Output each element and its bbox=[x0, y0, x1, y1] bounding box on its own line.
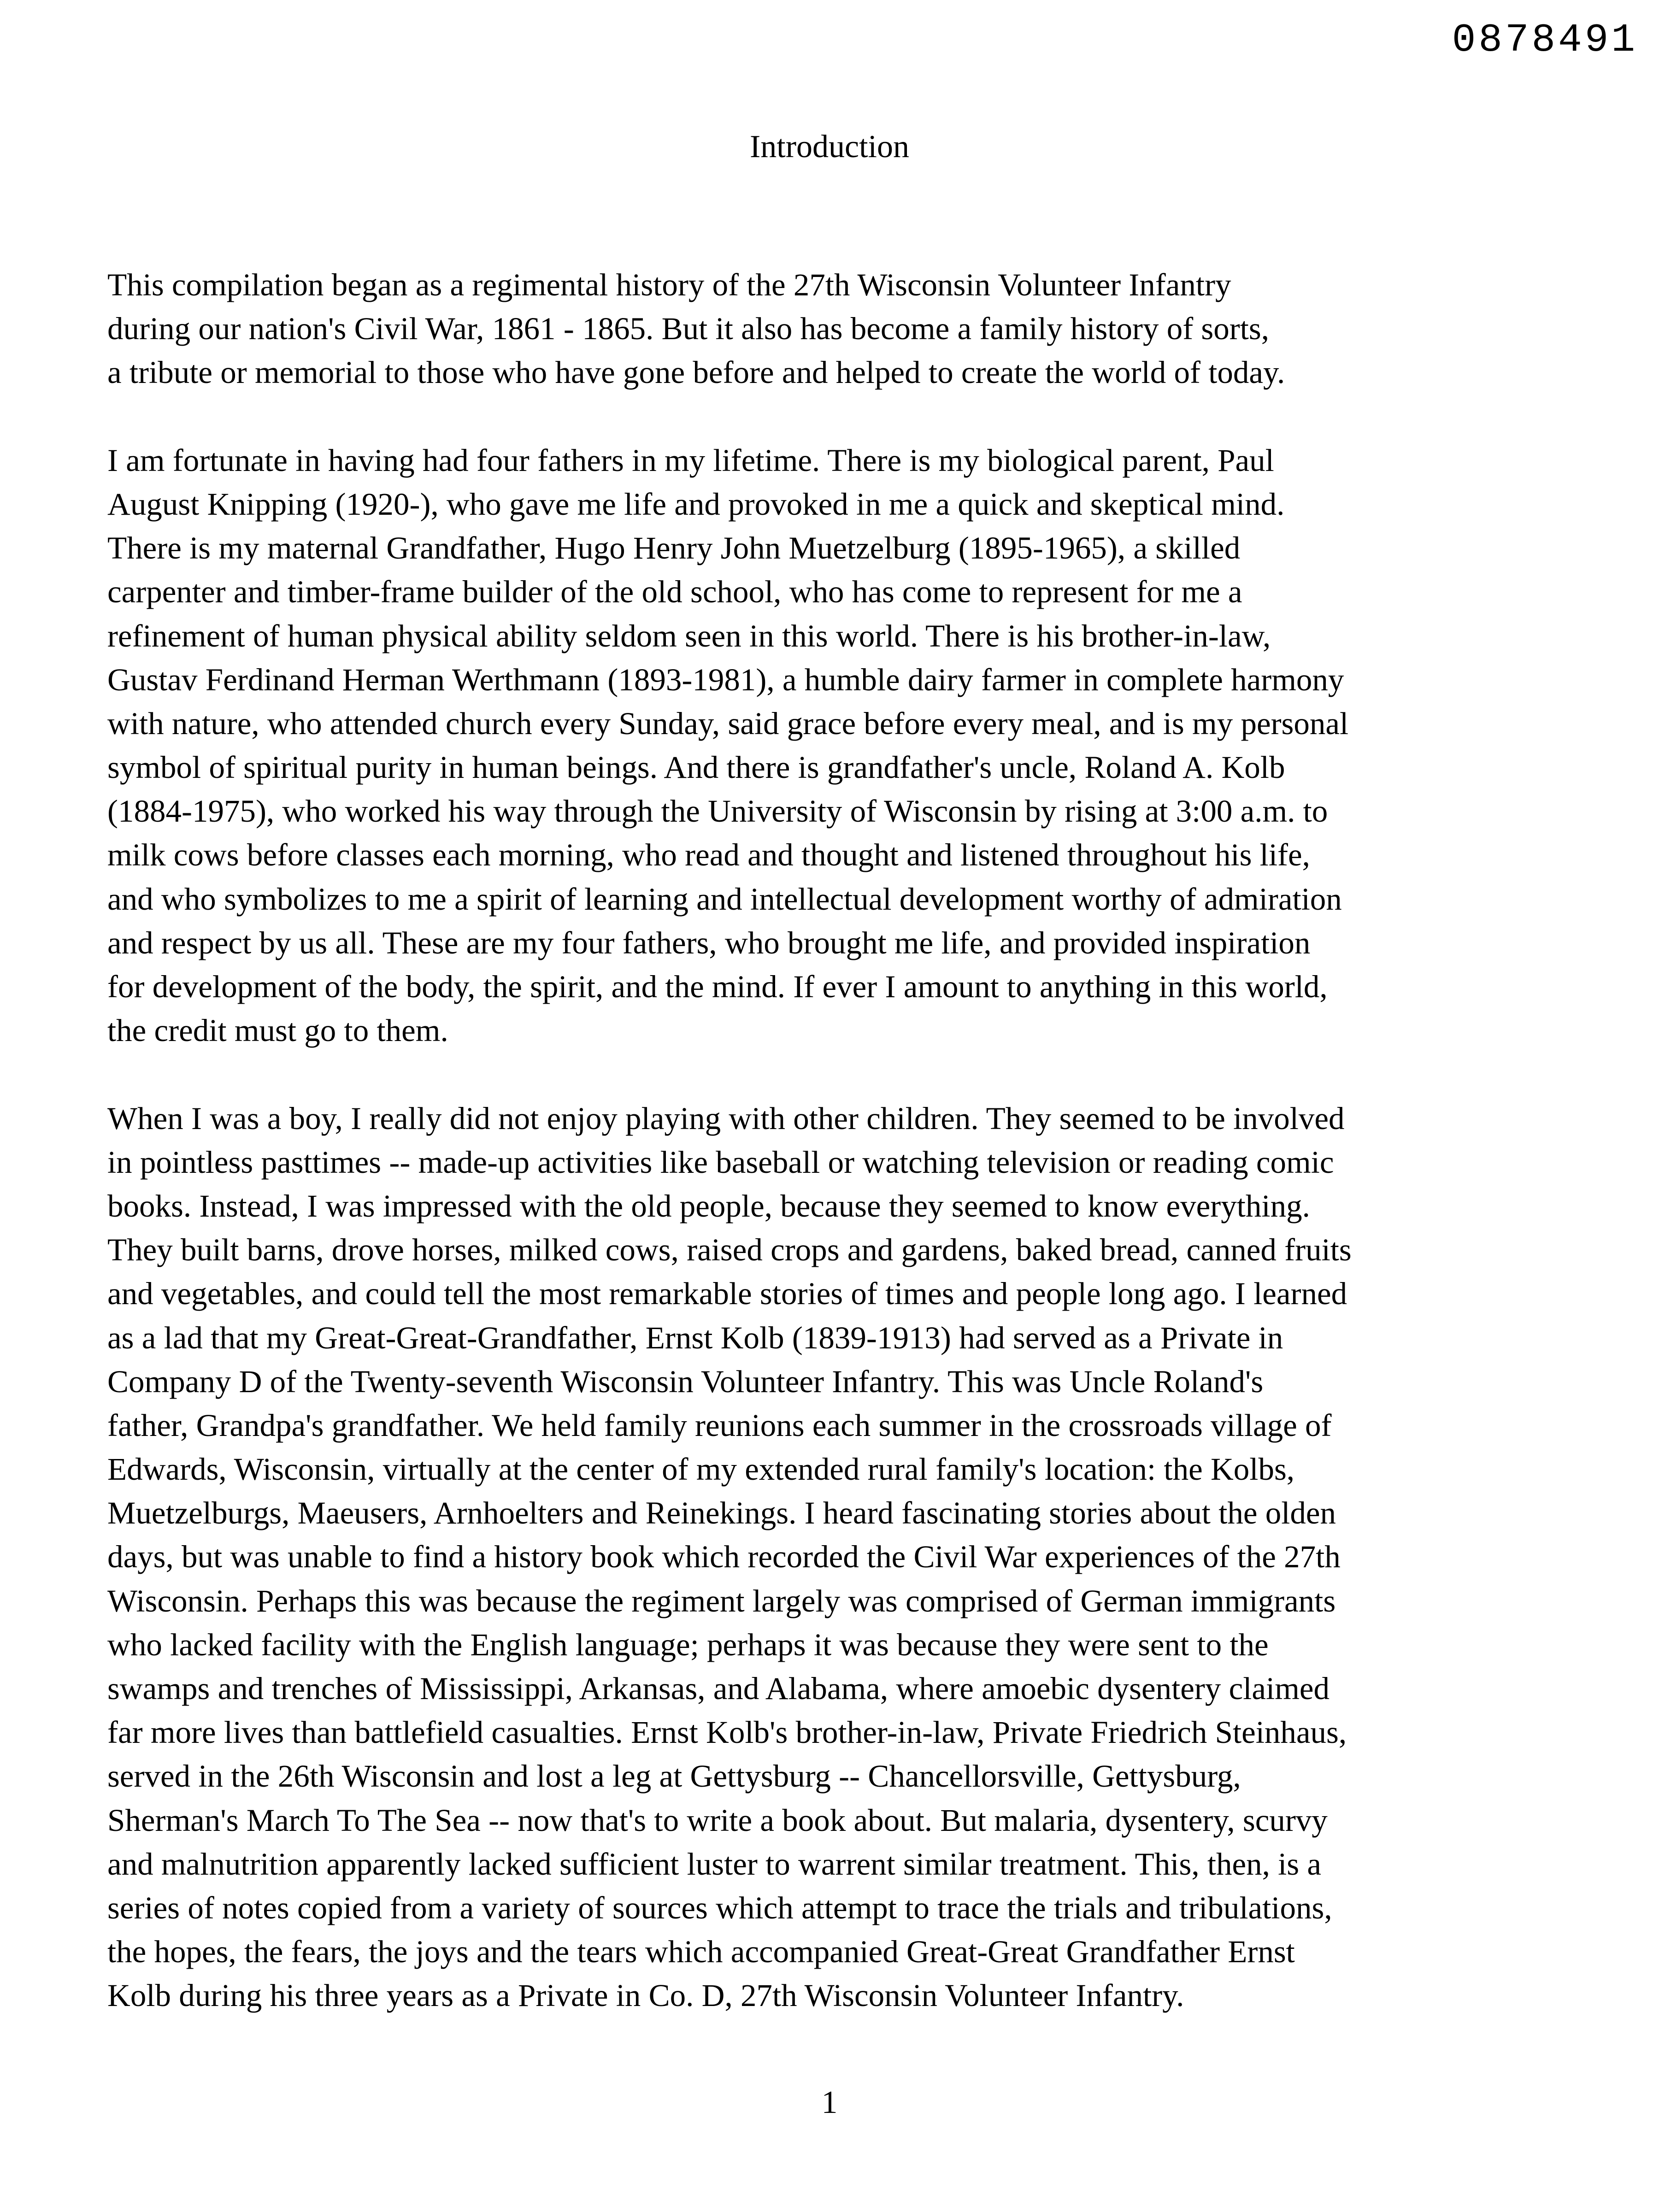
page-number: 1 bbox=[821, 2085, 838, 2120]
paragraph-line: They built barns, drove horses, milked cows, raised crops and gardens, baked bread, canned fruits bbox=[107, 1232, 1352, 1268]
paragraph-line: served in the 26th Wisconsin and lost a leg at Gettysburg -- Chancellorsville, Gettysburg, bbox=[107, 1759, 1241, 1794]
paragraph-line: during our nation's Civil War, 1861 - 1865. But it also has become a family history of sorts, bbox=[107, 311, 1270, 347]
paragraph-line: father, Grandpa's grandfather. We held family reunions each summer in the crossroads village of bbox=[107, 1407, 1332, 1443]
paragraph-line: Kolb during his three years as a Private in Co. D, 27th Wisconsin Volunteer Infantry. bbox=[107, 1978, 1184, 2013]
paragraph-line: There is my maternal Grandfather, Hugo Henry John Muetzelburg (1895-1965), a skilled bbox=[107, 530, 1241, 566]
paragraph-line: carpenter and timber-frame builder of the old school, who has come to represent for me a bbox=[107, 574, 1242, 610]
paragraph-gap bbox=[107, 1053, 1582, 1096]
paragraph-line: symbol of spiritual purity in human beings. And there is grandfather's uncle, Roland A. Kolb bbox=[107, 750, 1285, 785]
paragraph-3 bbox=[107, 1097, 1582, 2018]
paragraph-line: Wisconsin. Perhaps this was because the regiment largely was comprised of German immigrants bbox=[107, 1583, 1336, 1618]
paragraph-line: milk cows before classes each morning, who read and thought and listened throughout his life, bbox=[107, 837, 1310, 873]
paragraph-line: I am fortunate in having had four fathers in my lifetime. There is my biological parent, Paul bbox=[107, 442, 1274, 478]
paragraph-line: August Knipping (1920-), who gave me life and provoked in me a quick and skeptical mind. bbox=[107, 486, 1285, 522]
paragraph-line: books. Instead, I was impressed with the old people, because they seemed to know everything. bbox=[107, 1188, 1310, 1224]
paragraph-line: the hopes, the fears, the joys and the tears which accompanied Great-Great Grandfather Ernst bbox=[107, 1934, 1295, 1970]
paragraph-line: swamps and trenches of Mississippi, Arkansas, and Alabama, where amoebic dysentery claimed bbox=[107, 1671, 1330, 1706]
paragraph-line: Gustav Ferdinand Herman Werthmann (1893-1981), a humble dairy farmer in complete harmony bbox=[107, 662, 1344, 697]
paragraph-gap bbox=[107, 395, 1582, 439]
paragraph-line: Edwards, Wisconsin, virtually at the center of my extended rural family's location: the Kolbs, bbox=[107, 1452, 1295, 1487]
paragraph-line: far more lives than battlefield casualties. Ernst Kolb's brother-in-law, Private Friedrich Steinhaus, bbox=[107, 1715, 1347, 1750]
paragraph-line: series of notes copied from a variety of sources which attempt to trace the trials and tribulations, bbox=[107, 1890, 1332, 1925]
page-title: Introduction bbox=[749, 129, 910, 165]
paragraph-line: days, but was unable to find a history book which recorded the Civil War experiences of the 27th bbox=[107, 1539, 1341, 1575]
paragraph-line: This compilation began as a regimental history of the 27th Wisconsin Volunteer Infantry bbox=[107, 267, 1231, 302]
paragraph-line: and who symbolizes to me a spirit of learning and intellectual development worthy of admiration bbox=[107, 881, 1342, 917]
paragraph-line: and malnutrition apparently lacked sufficient luster to warrent similar treatment. This, then, is a bbox=[107, 1846, 1322, 1882]
paragraph-line: with nature, who attended church every Sunday, said grace before every meal, and is my personal bbox=[107, 706, 1349, 741]
paragraph-line: and vegetables, and could tell the most remarkable stories of times and people long ago. I learned bbox=[107, 1276, 1347, 1312]
paragraph-line: Sherman's March To The Sea -- now that's to write a book about. But malaria, dysentery, scurvy bbox=[107, 1802, 1328, 1838]
paragraph-line: a tribute or memorial to those who have gone before and helped to create the world of today. bbox=[107, 355, 1285, 390]
paragraph-line: and respect by us all. These are my four fathers, who brought me life, and provided inspiration bbox=[107, 925, 1311, 960]
paragraph-line: in pointless pasttimes -- made-up activities like baseball or watching television or reading comic bbox=[107, 1144, 1334, 1180]
paragraph-line: refinement of human physical ability seldom seen in this world. There is his brother-in-law, bbox=[107, 618, 1271, 653]
paragraph-line: as a lad that my Great-Great-Grandfather, Ernst Kolb (1839-1913) had served as a Private in bbox=[107, 1320, 1283, 1355]
paragraph-line: the credit must go to them. bbox=[107, 1013, 448, 1048]
paragraph-line: Muetzelburgs, Maeusers, Arnhoelters and Reinekings. I heard fascinating stories about the olden bbox=[107, 1495, 1336, 1531]
paragraph-line: (1884-1975), who worked his way through the University of Wisconsin by rising at 3:00 a.m. to bbox=[107, 794, 1328, 829]
paragraph-line: When I was a boy, I really did not enjoy playing with other children. They seemed to be involved bbox=[107, 1100, 1345, 1136]
document-body bbox=[107, 263, 1582, 2018]
paragraph-line: Company D of the Twenty-seventh Wisconsin Volunteer Infantry. This was Uncle Roland's bbox=[107, 1364, 1264, 1399]
paragraph-line: for development of the body, the spirit, and the mind. If ever I amount to anything in this world, bbox=[107, 969, 1328, 1004]
paragraph-2 bbox=[107, 439, 1582, 1053]
paragraph-1 bbox=[107, 263, 1582, 395]
document-id-stamp: 0878491 bbox=[1452, 18, 1638, 63]
paragraph-line: who lacked facility with the English language; perhaps it was because they were sent to the bbox=[107, 1627, 1269, 1662]
